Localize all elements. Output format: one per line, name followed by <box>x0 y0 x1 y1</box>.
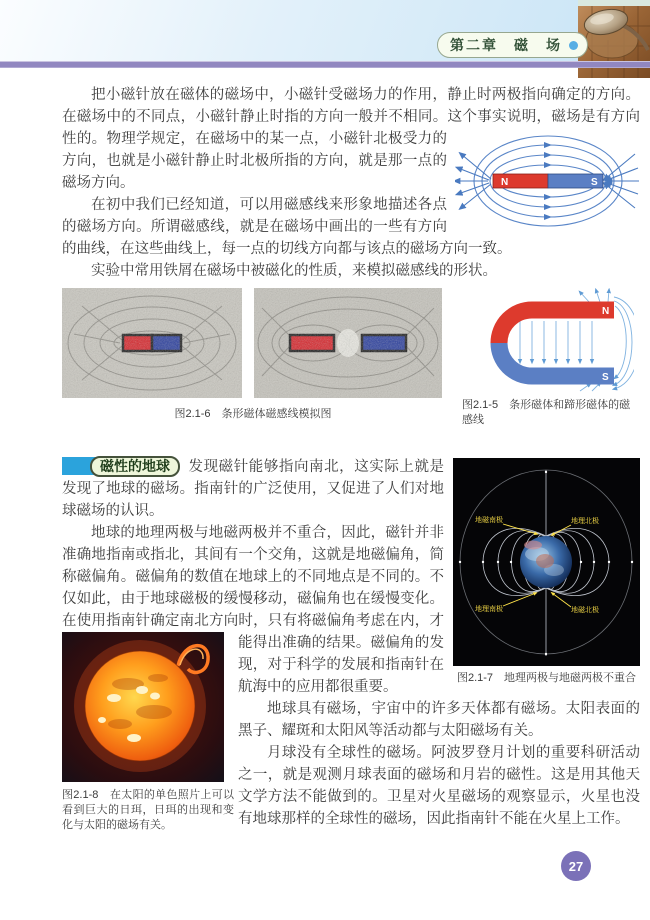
caption-fig-2-1-8: 图2.1-8 在太阳的单色照片上可以看到巨大的日珥，日珥的出现和变化与太阳的磁场有关。 <box>62 789 234 831</box>
section-badge <box>62 456 180 476</box>
bar-magnet-s-label: S <box>591 177 598 188</box>
paragraph-field-lines: 在初中我们已经知道，可以用磁感线来形象地描述各点的磁场方向。所谓磁感线，就是在磁场中画出的一些有方向的曲线，在这些曲线上，每一点的切线方向都与该点的磁场方向一致。 <box>62 197 512 257</box>
horseshoe-s-label: S <box>602 372 609 383</box>
figure-bar-magnet-field-lines <box>455 132 640 228</box>
figure-sun-photo <box>62 632 234 833</box>
badge-dot-icon <box>569 41 578 50</box>
figure-earth-magnetic-field <box>453 458 640 686</box>
caption-fig-2-1-5: 图2.1-5 条形磁体和蹄形磁体的磁感线 <box>462 399 631 426</box>
magnetic-earth-section <box>62 456 640 830</box>
header-divider <box>0 61 650 68</box>
page-number: 27 <box>561 851 591 881</box>
iron-filings-photo-single <box>62 288 242 398</box>
horseshoe-n-label: N <box>602 306 610 317</box>
paragraph-iron-filings: 实验中常用铁屑在磁场中被磁化的性质，来模拟磁感线的形状。 <box>91 263 497 279</box>
page-content <box>62 70 640 837</box>
paragraph-magnetic-declination: 地球的地理两极与地磁两极并不重合，因此，磁针并非准确地指南或指北，其间有一个交角，这就是地磁偏角，简称磁偏角。磁偏角的数值在地球上的不同地点是不同的。不仅如此，由于地球磁极的缓慢移动，磁偏角也在缓慢变化。在使用指南针确定南北方向时，只有将磁偏角考虑在内，才能得出准确的结果。磁偏角的发现，对于科学的发展和指南针在航海中的应用都很重要。 <box>62 525 444 695</box>
chapter-badge <box>437 32 588 58</box>
figures-row <box>62 288 640 428</box>
bar-magnet-n-label: N <box>501 177 509 188</box>
iron-filings-photo-pair <box>254 288 442 398</box>
paragraph-magnetic-field-direction: 把小磁针放在磁体的磁场中，小磁针受磁场力的作用，静止时两极指向确定的方向。在磁场中的不同点，小磁针静止时指的方向一般并不相同。这个事实说明，磁场是有方向性的。物理学规定，在磁场中的某一点，小磁针北极受力的方向，也就是小磁针静止时北极所指的方向，就是那一点的磁场方向。 <box>62 87 640 191</box>
earth-label-geomagnetic-south: 地磁南极 <box>475 517 503 524</box>
intro-section <box>62 84 640 282</box>
caption-fig-2-1-7: 图2.1-7 地理两极与地磁两极不重合 <box>456 672 637 684</box>
figure-iron-filings <box>62 288 444 422</box>
paragraph-moon-mars-magnetism: 月球没有全球性的磁场。阿波罗登月计划的重要科研活动之一，就是观测月球表面的磁场和月岩的磁性。这是用其他天文学方法不能做到的。卫星对火星磁场的观察显示，火星也没有地球那样的全球性的磁场，因此指南针不能在火星上工作。 <box>238 745 640 827</box>
section-badge-label: 磁性的地球 <box>90 456 180 477</box>
earth-label-geographic-south: 地理南极 <box>475 606 503 613</box>
paragraph-celestial-magnetism: 地球具有磁场，宇宙中的许多天体都有磁场。太阳表面的黑子、耀斑和太阳风等活动都与太阳磁场有关。 <box>238 701 640 739</box>
chapter-title: 第二章 磁 场 <box>450 37 562 53</box>
earth-label-geographic-north: 地理北极 <box>571 518 599 525</box>
caption-fig-2-1-6: 图2.1-6 条形磁体磁感线模拟图 <box>174 408 332 420</box>
figure-horseshoe-magnet <box>462 288 634 428</box>
section-p1-text: 发现磁针能够指向南北，这实际上就是发现了地球的磁场。指南针的广泛使用，又促进了人们对地球磁场的认识。 <box>62 459 444 519</box>
earth-label-geomagnetic-north: 地磁北极 <box>571 607 599 614</box>
